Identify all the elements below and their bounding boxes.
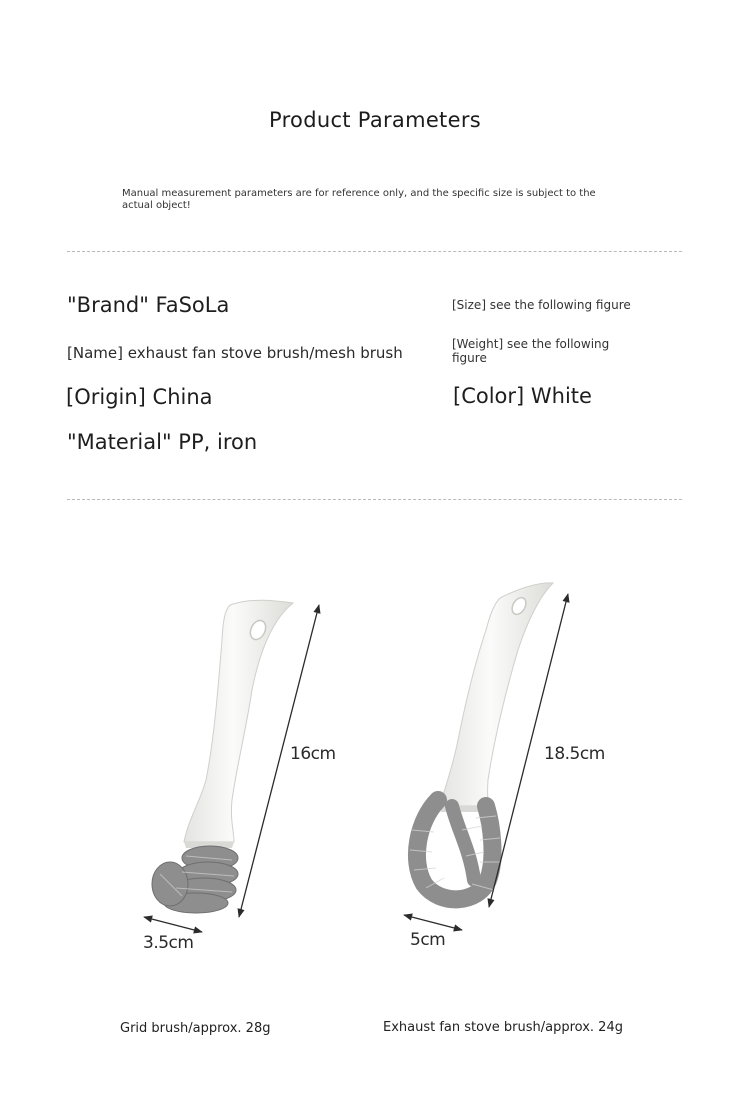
exhaust-fan-brush-image (410, 583, 553, 899)
param-brand: "Brand" FaSoLa (67, 293, 230, 317)
grid-brush-caption: Grid brush/approx. 28g (120, 1021, 271, 1036)
param-name: [Name] exhaust fan stove brush/mesh brush (67, 344, 403, 362)
param-size: [Size] see the following figure (452, 298, 631, 312)
param-weight: [Weight] see the following figure (452, 337, 610, 365)
grid-brush-length: 16cm (290, 744, 336, 764)
grid-brush-image (152, 600, 293, 913)
exhaust-brush-length: 18.5cm (544, 744, 605, 764)
grid-brush-width: 3.5cm (143, 933, 194, 953)
page-title: Product Parameters (268, 108, 481, 132)
param-origin: [Origin] China (66, 385, 213, 409)
exhaust-brush-width: 5cm (410, 930, 446, 950)
param-color: [Color] White (453, 384, 592, 408)
measurement-note: Manual measurement parameters are for reference only, and the specific size is subject to the actual object! (122, 188, 596, 211)
exhaust-brush-caption: Exhaust fan stove brush/approx. 24g (383, 1020, 623, 1035)
param-material: "Material" PP, iron (67, 430, 258, 454)
